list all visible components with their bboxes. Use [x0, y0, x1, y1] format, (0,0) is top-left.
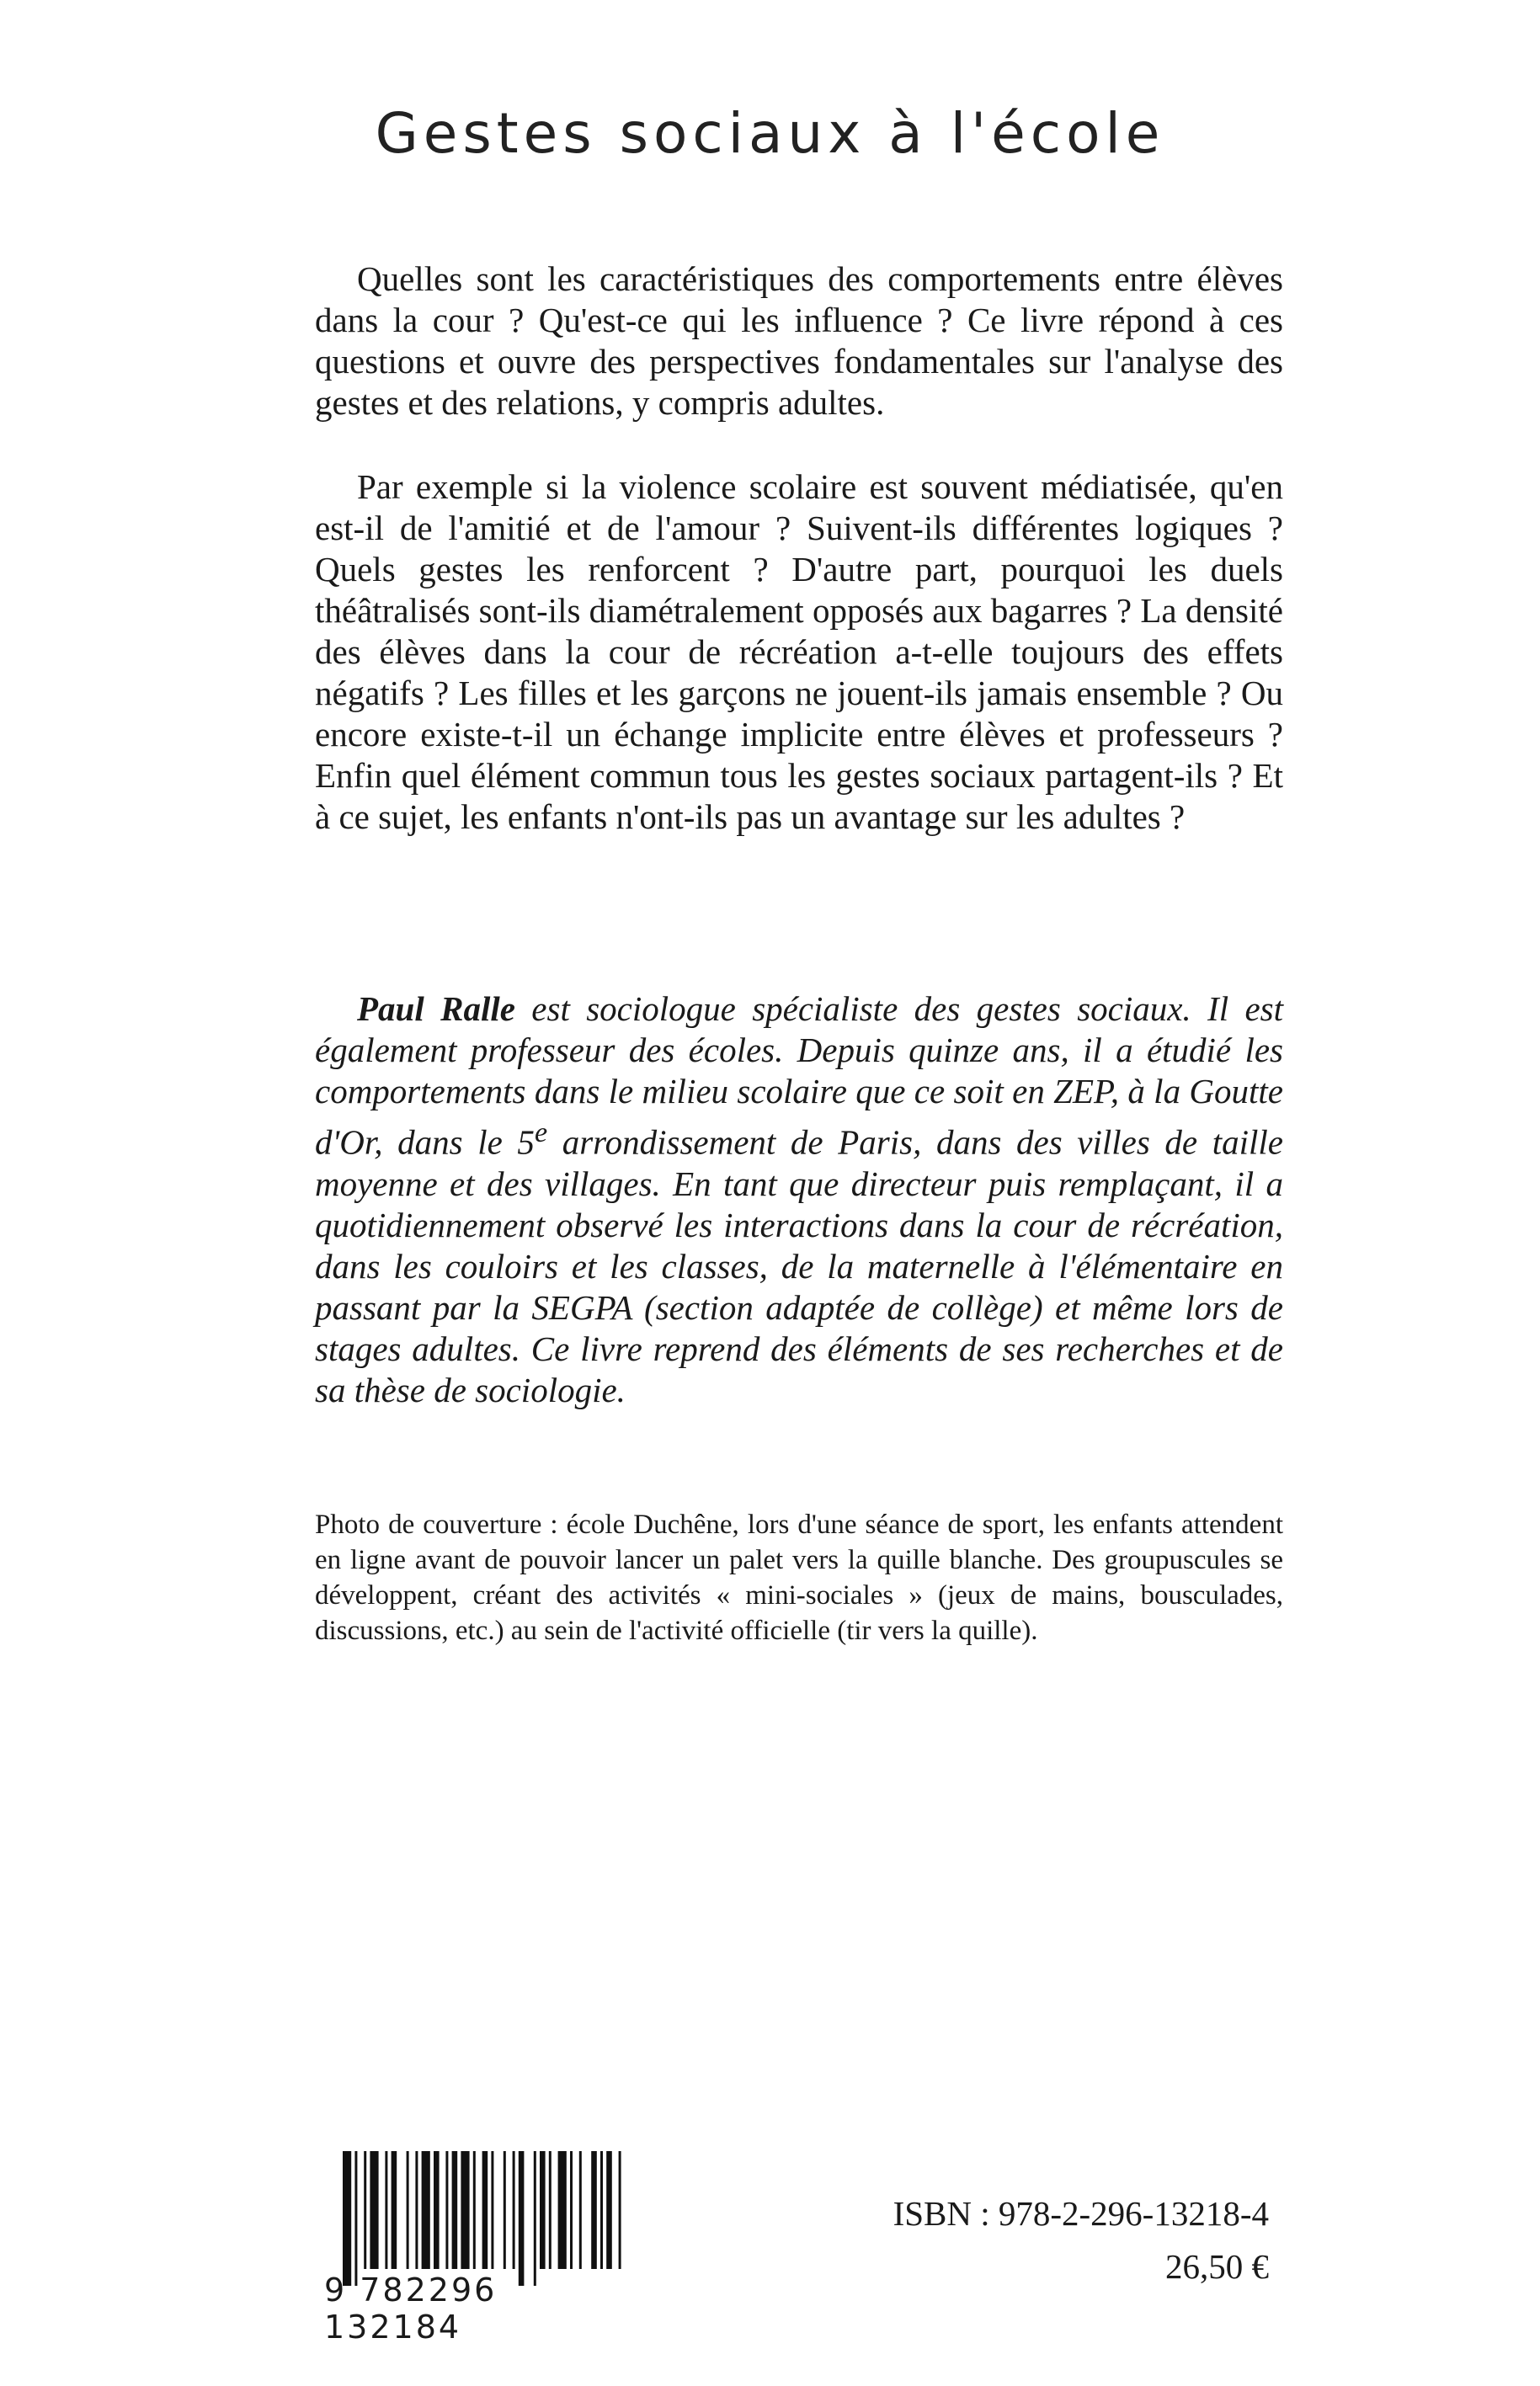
isbn-text: ISBN : 978-2-296-13218-4: [893, 2194, 1269, 2233]
barcode-bar: [473, 2151, 476, 2269]
barcode-bar: [534, 2151, 536, 2286]
barcode-bar: [407, 2151, 409, 2269]
description-paragraph-1: [315, 258, 1283, 423]
barcode-bar: [415, 2151, 418, 2269]
bio-text-part-1: est sociologue spécialiste des gestes sociaux. Il est également professeur des écoles. Depuis quinze ans, il a étudié les comportements dans le milieu scolaire que ce soit en ZEP, à la Goutte d'Or, dans le 5: [315, 989, 1283, 1162]
bio-text-part-2: arrondissement de Paris, dans des villes de taille moyenne et des villages. En tant que directeur puis remplaçant, il a quotidiennement observé les interactions dans la cour de récréation, dans les couloirs et les classes, de la maternelle à l'élémentaire en passant par la SEGPA (section adaptée de collège) et même lors de stages adultes. Ce livre reprend des éléments de ses recherches et de sa thèse de sociologie.: [315, 1122, 1283, 1409]
barcode-bar: [570, 2151, 573, 2269]
barcode-bar: [364, 2151, 366, 2269]
barcode-bar: [513, 2151, 515, 2269]
author-name: Paul Ralle: [357, 989, 515, 1028]
barcode-bar: [482, 2151, 488, 2269]
barcode-bar: [392, 2151, 397, 2269]
barcode-bar: [549, 2151, 552, 2269]
paragraph-text: Quelles sont les caractéristiques des comportements entre élèves dans la cour ? Qu'est-ce qui les influence ? Ce livre répond à ces questions et ouvre des perspectives fondamentales sur l'analyse des gestes et des relations, y compris adultes.: [315, 259, 1283, 422]
description-paragraph-2: [315, 466, 1283, 838]
barcode-bar: [540, 2151, 546, 2269]
barcode-bar: [370, 2151, 378, 2269]
author-bio: [315, 988, 1283, 1411]
barcode-bar: [558, 2151, 567, 2269]
barcode-bar: [519, 2151, 525, 2286]
barcode-bar: [491, 2151, 493, 2269]
barcode-bar: [434, 2151, 440, 2269]
barcode-bar: [600, 2151, 603, 2269]
barcode-bar: [579, 2151, 582, 2269]
book-title: Gestes sociaux à l'école: [375, 101, 1165, 166]
barcode-bar: [591, 2151, 597, 2269]
barcode-bar: [422, 2151, 430, 2269]
barcode-bar: [461, 2151, 469, 2269]
barcode-bar: [606, 2151, 612, 2269]
barcode-bar: [504, 2151, 506, 2269]
barcode-digits: 9 782296 132184: [324, 2271, 498, 2346]
barcode-bar: [354, 2151, 357, 2286]
bio-superscript: e: [534, 1117, 548, 1148]
barcode-bar: [385, 2151, 387, 2269]
paragraph-text: Par exemple si la violence scolaire est souvent médiatisée, qu'en est-il de l'amitié et de l'amour ? Suivent-ils différentes logiques ? Quels gestes les renforcent ? D'autre part, pourquoi les duels théâtralisés sont-ils diamétralement opposés aux bagarres ? La densité des élèves dans la cour de récréation a-t-elle toujours des effets négatifs ? Les filles et les garçons ne jouent-ils jamais ensemble ? Ou encore existe-t-il un échange implicite entre élèves et professeurs ? Enfin quel élément commun tous les gestes sociaux partagent-ils ? Et à ce sujet, les enfants n'ont-ils pas un avantage sur les adultes ?: [315, 467, 1283, 836]
price-text: 26,50 €: [1165, 2247, 1269, 2286]
barcode-bar: [619, 2151, 621, 2269]
barcode-bar: [445, 2151, 448, 2269]
barcode-bar: [343, 2151, 351, 2286]
photo-credit: Photo de couverture : école Duchêne, lors d'une séance de sport, les enfants attendent en ligne avant de pouvoir lancer un palet vers la quille blanche. Des groupuscules se développent, créant des activités « mini-sociales » (jeux de mains, bousculades, discussions, etc.) au sein de l'activité officielle (tir vers la quille).: [315, 1510, 1283, 1646]
barcode-bar: [452, 2151, 458, 2269]
